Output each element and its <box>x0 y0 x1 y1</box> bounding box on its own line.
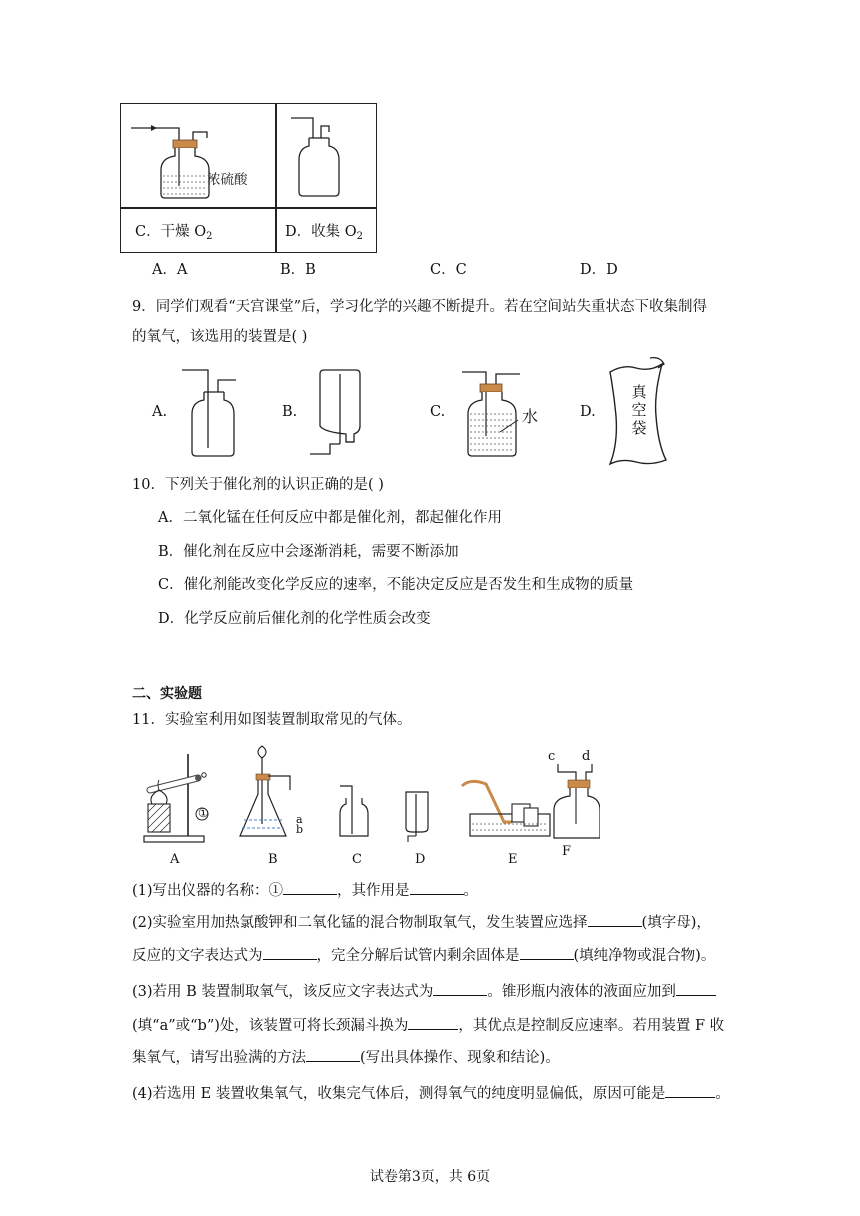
apparatus-label-b: B <box>268 852 278 867</box>
q8-options-table <box>120 103 377 253</box>
text: (填“a”或“b”)处，该装置可将长颈漏斗换为 <box>132 1018 409 1034</box>
subscript: 2 <box>356 231 363 242</box>
q10-option-d: D．化学反应前后催化剂的化学性质会改变 <box>158 611 431 627</box>
answer-blank <box>520 945 574 960</box>
option-c-cell <box>135 220 212 242</box>
text: ，完全分解后试管内剩余固体是 <box>316 948 520 964</box>
text: 。 <box>463 883 479 899</box>
q9-option-b-label: B. <box>282 404 298 420</box>
q11-part3-line3 <box>132 1047 560 1068</box>
text: ，其优点是控制反应速率。若用装置 F 收 <box>458 1018 725 1034</box>
apparatus-label-f: F <box>562 844 572 859</box>
apparatus-label-e: E <box>508 852 518 867</box>
q10-option-b: B．催化剂在反应中会逐渐消耗，需要不断添加 <box>158 544 459 560</box>
apparatus-label-c: C <box>352 852 362 867</box>
answer-blank <box>306 1047 360 1062</box>
text: (1)写出仪器的名称：① <box>132 883 284 899</box>
answer-blank <box>263 945 317 960</box>
text: (写出具体操作、现象和结论)。 <box>360 1050 560 1066</box>
bag-char: 袋 <box>631 419 647 437</box>
apparatus-b <box>240 746 290 836</box>
q9-bottle-a-figure <box>178 364 240 460</box>
apparatus-f <box>554 764 600 838</box>
q10-option-a: A．二氧化锰在任何反应中都是催化剂，都起催化作用 <box>158 510 502 526</box>
level-label-b: b <box>296 823 304 836</box>
q11-part2-line2 <box>132 945 715 966</box>
q9-stem-line2: 的氧气，该选用的装置是( ) <box>132 329 308 345</box>
option-d-cell <box>285 220 363 242</box>
apparatus-label-a: A <box>170 852 180 867</box>
table-divider <box>121 207 376 209</box>
text: (填纯净物或混合物)。 <box>573 948 716 964</box>
text: ，其作用是 <box>337 883 410 899</box>
option-c-text: C．干燥 O <box>135 224 207 240</box>
instrument-marker: ① <box>198 806 209 820</box>
collecting-bottle-figure <box>281 112 373 204</box>
bag-char: 真 <box>631 383 647 401</box>
port-label-c: c <box>548 749 556 764</box>
text: 集氧气，请写出验满的方法 <box>132 1050 306 1066</box>
q9-option-c-label: C. <box>430 404 446 420</box>
answer-blank <box>433 981 487 996</box>
page-footer: 试卷第3页，共 6页 <box>369 1169 491 1185</box>
text: 反应的文字表达式为 <box>132 948 263 964</box>
text: 。 <box>715 1086 730 1102</box>
q11-part4 <box>132 1083 730 1104</box>
table-divider <box>275 104 277 252</box>
apparatus-a <box>144 754 208 842</box>
section-title: 二、实验题 <box>132 686 202 702</box>
text: (4)若选用 E 装置收集氧气，收集完气体后，测得氧气的纯度明显偏低，原因可能是 <box>132 1086 666 1102</box>
drying-bottle-figure <box>127 112 267 204</box>
lab-apparatus-figure <box>140 742 600 870</box>
q9-option-d-label: D. <box>580 404 596 420</box>
apparatus-label-d: D <box>415 852 426 867</box>
apparatus-e <box>462 781 550 836</box>
text: (填字母)， <box>641 915 711 931</box>
apparatus-d <box>406 792 428 842</box>
answer-blank <box>410 880 464 895</box>
option-d-text: D．收集 O <box>285 224 357 240</box>
answer-blank <box>676 981 716 996</box>
answer-blank <box>665 1083 715 1098</box>
text: 。锥形瓶内液体的液面应加到 <box>487 984 676 1000</box>
answer-blank <box>408 1015 458 1030</box>
apparatus-c <box>340 786 368 836</box>
acid-label: 浓硫酸 <box>207 172 248 188</box>
q9-bottle-b-figure <box>306 366 368 458</box>
vacuum-bag-label <box>628 383 650 437</box>
q8-option-a: A．A <box>152 262 188 278</box>
answer-blank <box>588 912 642 927</box>
text: (3)若用 B 装置制取氧气，该反应文字表达式为 <box>132 984 434 1000</box>
port-label-d: d <box>582 749 591 764</box>
text: (2)实验室用加热氯酸钾和二氧化锰的混合物制取氧气，发生装置应选择 <box>132 915 588 931</box>
q11-part2-line1 <box>132 912 711 933</box>
q11-part1 <box>132 880 478 901</box>
q11-part3-line1 <box>132 981 716 1002</box>
q9-stem-line1: 9．同学们观看“天宫课堂”后，学习化学的兴趣不断提升。若在空间站失重状态下收集制得 <box>132 299 708 315</box>
q10-stem: 10．下列关于催化剂的认识正确的是( ) <box>132 477 384 493</box>
q9-bottle-c-figure <box>456 366 556 462</box>
q11-stem: 11．实验室利用如图装置制取常见的气体。 <box>132 712 412 728</box>
bag-char: 空 <box>631 401 647 419</box>
answer-blank <box>283 880 337 895</box>
q8-option-d: D．D <box>580 262 618 278</box>
q10-option-c: C．催化剂能改变化学反应的速率，不能决定反应是否发生和生成物的质量 <box>158 577 634 593</box>
water-label: 水 <box>522 407 539 426</box>
q11-part3-line2 <box>132 1015 724 1036</box>
q9-option-a-label: A. <box>152 404 168 420</box>
level-label-a: a <box>296 813 303 826</box>
q8-option-c: C．C <box>430 262 467 278</box>
q8-option-b: B．B <box>280 262 316 278</box>
subscript: 2 <box>206 231 213 242</box>
